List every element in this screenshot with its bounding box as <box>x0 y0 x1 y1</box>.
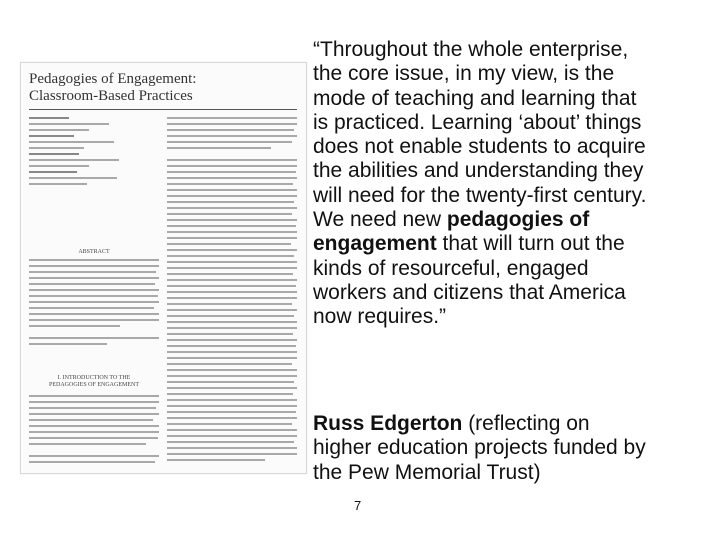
article-title <box>29 71 299 105</box>
quote-text: We need new <box>313 208 447 232</box>
quote-line: the core issue, in my view, is the <box>313 62 615 86</box>
quote-line <box>313 232 713 256</box>
quote-block <box>313 38 713 330</box>
page-number: 7 <box>354 498 362 513</box>
article-title-line1: Pedagogies of Engagement: <box>29 71 197 87</box>
quote-line: the abilities and understanding they <box>313 159 644 183</box>
attribution-block <box>313 412 713 485</box>
attribution-line <box>313 412 713 436</box>
quote-line: now requires.” <box>313 305 447 329</box>
quote-line: workers and citizens that America <box>313 280 626 304</box>
attribution-name: Russ Edgerton <box>313 412 463 435</box>
intro-text <box>29 395 159 467</box>
quote-text: that will turn out the <box>436 232 625 256</box>
attribution-text: (reflecting on <box>462 412 590 435</box>
quote-line: is practiced. Learning ‘about’ things <box>313 110 642 134</box>
quote-emphasis: engagement <box>313 232 437 256</box>
article-thumbnail <box>20 62 307 474</box>
quote-line <box>313 208 713 232</box>
attribution-line: the Pew Memorial Trust) <box>313 460 541 484</box>
quote-line: will need for the twenty-first century. <box>313 183 647 207</box>
abstract-text <box>29 259 159 349</box>
article-title-line2: Classroom-Based Practices <box>29 88 193 104</box>
quote-line: “Throughout the whole enterprise, <box>313 38 629 61</box>
quote-emphasis: pedagogies of <box>446 208 590 232</box>
intro-heading: I. INTRODUCTION TO THE PEDAGOGIES OF ENGAGEMENT <box>49 375 139 388</box>
abstract-heading: ABSTRACT <box>78 249 110 255</box>
quote-line: kinds of resourceful, engaged <box>313 256 589 280</box>
attribution-line: higher education projects funded by <box>313 436 646 460</box>
title-rule <box>29 109 297 110</box>
quote-line: mode of teaching and learning that <box>313 86 637 110</box>
quote-line: does not enable students to acquire <box>313 135 646 159</box>
authors-block <box>29 117 129 189</box>
right-column-text <box>167 117 297 465</box>
